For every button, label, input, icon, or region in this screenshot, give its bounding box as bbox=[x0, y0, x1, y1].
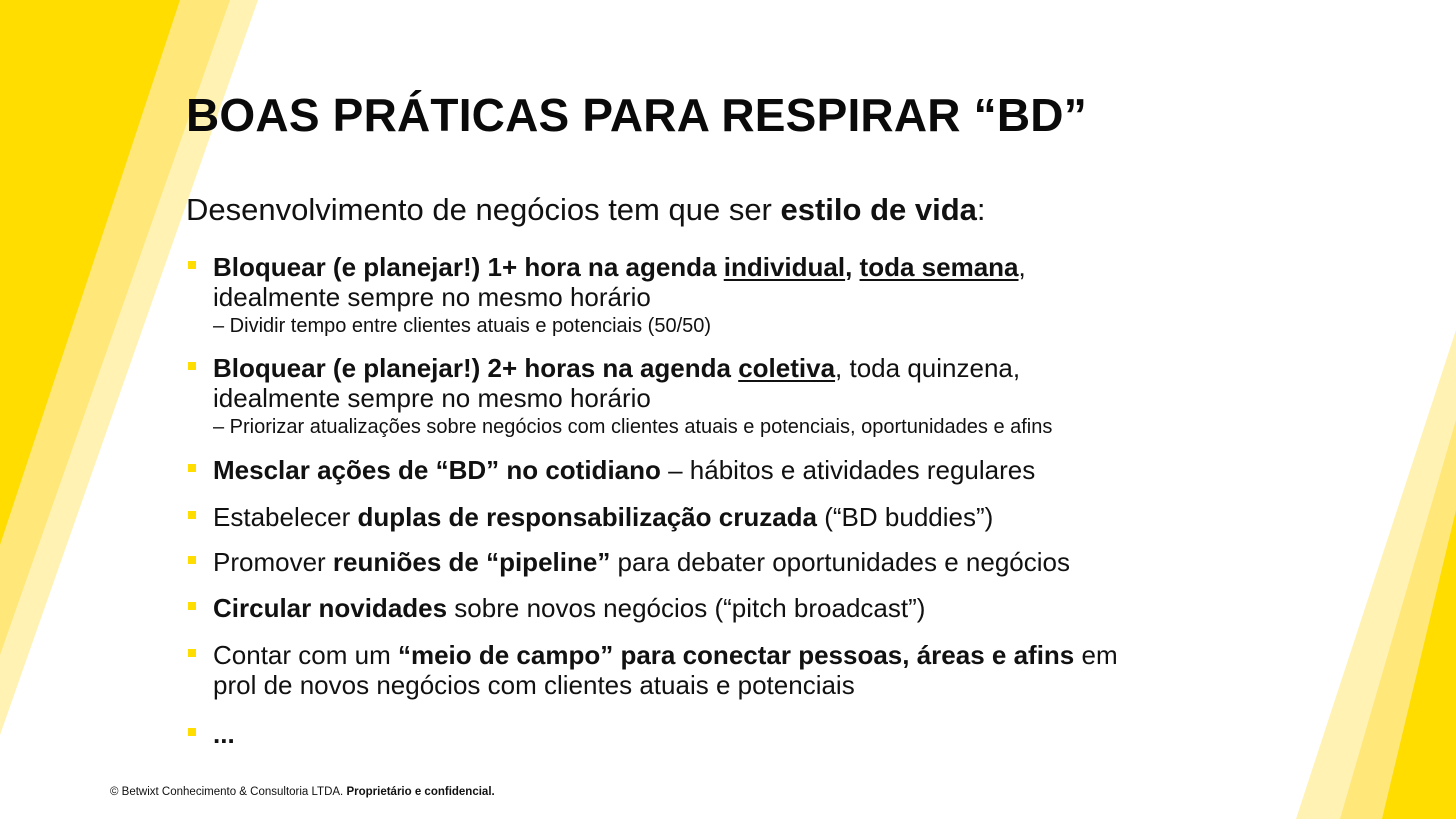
item-line: Contar com um “meio de campo” para conectar pessoas, áreas e afins em bbox=[213, 640, 1118, 670]
bullet-icon bbox=[188, 728, 196, 736]
item-line: Mesclar ações de “BD” no cotidiano – hábitos e atividades regulares bbox=[213, 455, 1036, 485]
item-subpoint: – Priorizar atualizações sobre negócios com clientes atuais e potenciais, oportunidades e afins bbox=[213, 416, 1053, 438]
bullet-icon bbox=[188, 511, 196, 519]
page-title: BOAS PRÁTICAS PARA RESPIRAR “BD” bbox=[186, 89, 1087, 141]
item-subpoint: – Dividir tempo entre clientes atuais e potenciais (50/50) bbox=[213, 315, 712, 337]
intro-text: Desenvolvimento de negócios tem que ser estilo de vida: bbox=[186, 192, 986, 227]
item-line: Bloquear (e planejar!) 2+ horas na agenda coletiva, toda quinzena, bbox=[213, 353, 1021, 383]
item-line: ... bbox=[213, 719, 235, 749]
bullet-icon bbox=[188, 261, 196, 269]
item-line: Promover reuniões de “pipeline” para debater oportunidades e negócios bbox=[213, 547, 1070, 577]
bullet-icon bbox=[188, 602, 196, 610]
bullet-icon bbox=[188, 464, 196, 472]
bullet-icon bbox=[188, 556, 196, 564]
item-line-2: prol de novos negócios com clientes atuais e potenciais bbox=[213, 670, 855, 700]
item-line-2: idealmente sempre no mesmo horário bbox=[213, 282, 651, 312]
bullet-icon bbox=[188, 362, 196, 370]
item-line-2: idealmente sempre no mesmo horário bbox=[213, 383, 651, 413]
bullet-icon bbox=[188, 649, 196, 657]
footer-copyright: © Betwixt Conhecimento & Consultoria LTDA. Proprietário e confidencial. bbox=[110, 786, 495, 798]
item-line: Bloquear (e planejar!) 1+ hora na agenda individual, toda semana, bbox=[213, 252, 1026, 282]
item-line: Circular novidades sobre novos negócios (“pitch broadcast”) bbox=[213, 593, 926, 623]
item-line: Estabelecer duplas de responsabilização cruzada (“BD buddies”) bbox=[213, 502, 994, 532]
